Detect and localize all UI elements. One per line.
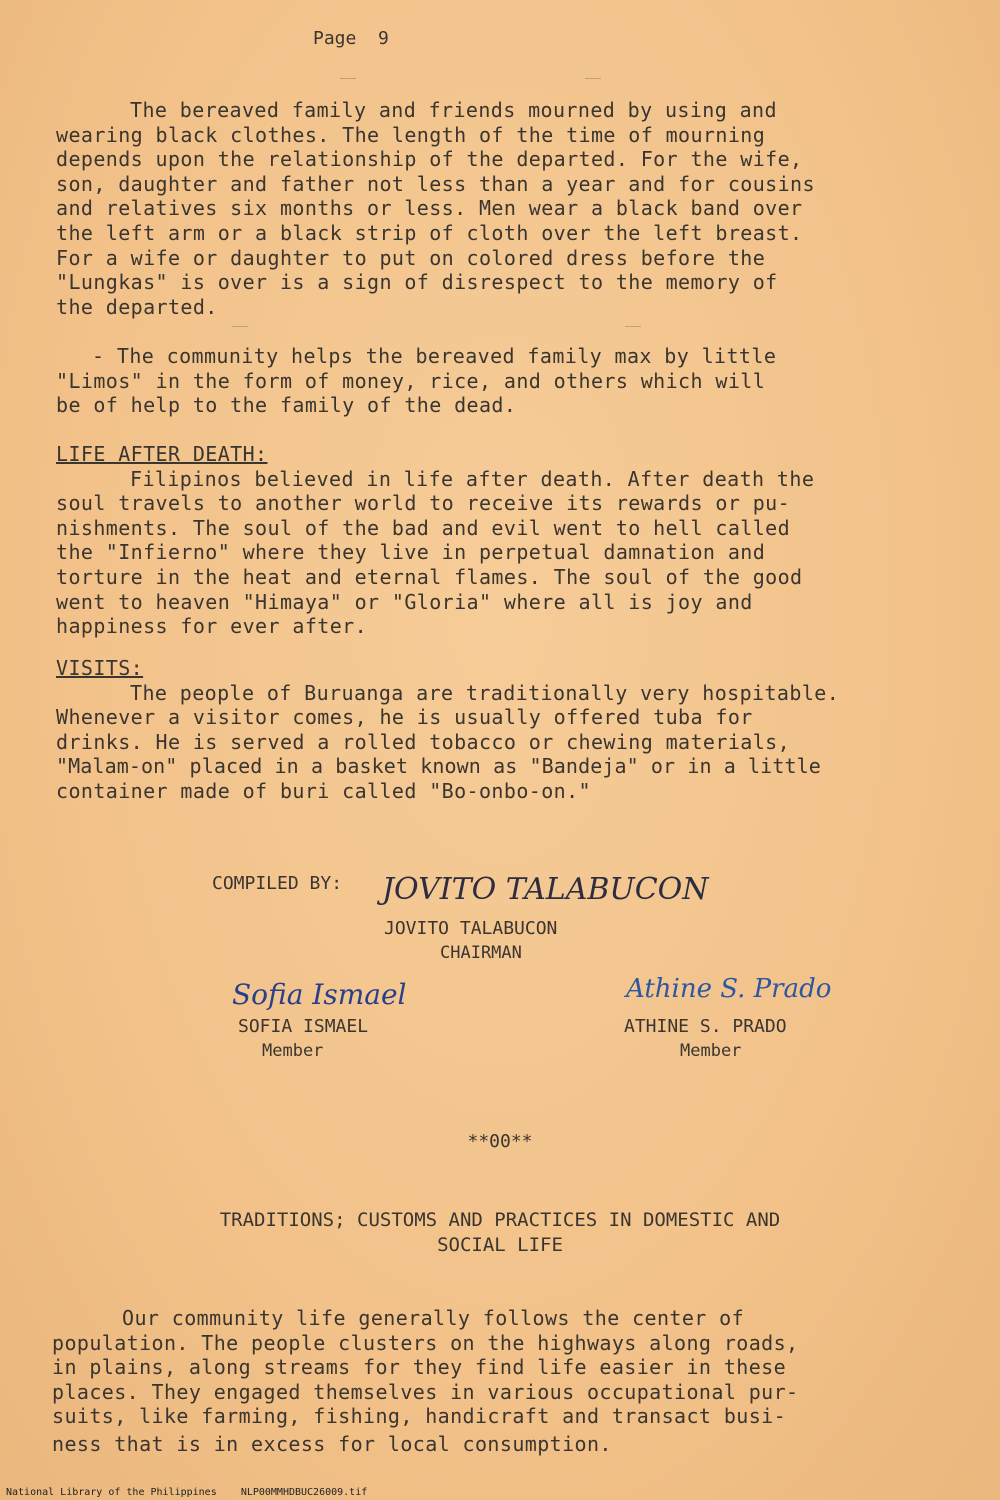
page-number: Page 9 <box>313 28 389 49</box>
text-line: be of help to the family of the dead. <box>56 393 517 418</box>
text-line: population. The people clusters on the highways along roads, <box>52 1330 799 1355</box>
divider <box>232 326 248 327</box>
text-line: in plains, along streams for they find life easier in these <box>52 1355 787 1380</box>
text-line: happiness for ever after. <box>56 614 368 639</box>
text-line: the left arm or a black strip of cloth over the left breast. <box>56 221 803 245</box>
member2-signature: Athine S. Prado <box>626 974 832 1004</box>
text-line: The bereaved family and friends mourned by using and <box>130 98 777 122</box>
text-line: the "Infierno" where they live in perpetual damnation and <box>56 540 766 565</box>
text-line: wearing black clothes. The length of the time of mourning <box>56 122 766 147</box>
text-line: "Limos" in the form of money, rice, and others which will <box>56 368 766 393</box>
text-line: nishments. The soul of the bad and evil went to hell called <box>56 515 791 540</box>
section-heading: LIFE AFTER DEATH: <box>56 442 268 466</box>
text-line: Our community life generally follows the center of <box>122 1306 745 1330</box>
traditions-title-line1: TRADITIONS; CUSTOMS AND PRACTICES IN DOMESTIC AND <box>219 1209 781 1231</box>
text-line: Whenever a visitor comes, he is usually offered tuba for <box>56 705 753 730</box>
member2-role: Member <box>680 1041 742 1061</box>
text-line: ness that is in excess for local consumption. <box>52 1432 612 1456</box>
text-line: son, daughter and father not less than a year and for cousins <box>56 171 815 196</box>
member1-name: SOFIA ISMAEL <box>238 1016 369 1037</box>
text-line: For a wife or daughter to put on colored dress before the <box>56 245 766 270</box>
chairman-role: CHAIRMAN <box>440 943 522 963</box>
compiled-by-label: COMPILED BY: <box>212 873 343 894</box>
divider <box>340 78 356 79</box>
chairman-name: JOVITO TALABUCON <box>384 918 558 939</box>
text-line: places. They engaged themselves in various occupational pur- <box>52 1379 799 1404</box>
member2-name: ATHINE S. PRADO <box>624 1016 787 1037</box>
text-line: drinks. He is served a rolled tobacco or chewing materials, <box>56 729 791 754</box>
divider <box>625 326 641 327</box>
text-line: "Malam-on" placed in a basket known as "Bandeja" or in a little <box>56 754 821 779</box>
divider <box>585 78 601 79</box>
scan-footer <box>6 1487 367 1498</box>
chairman-signature: JOVITO TALABUCON <box>382 872 709 907</box>
text-line: The people of Buruanga are traditionally very hospitable. <box>130 680 840 705</box>
library-name: National Library of the Philippines <box>6 1487 217 1498</box>
section-separator: **00** <box>467 1131 533 1152</box>
member1-signature: Sofia Ismael <box>232 978 407 1011</box>
text-line: torture in the heat and eternal flames. The soul of the good <box>56 565 803 589</box>
text-line: went to heaven "Himaya" or "Gloria" where all is joy and <box>56 589 753 614</box>
text-line: soul travels to another world to receive its rewards or pu- <box>56 491 791 516</box>
text-line: suits, like farming, fishing, handicraft and transact busi- <box>52 1404 787 1429</box>
section-heading: VISITS: <box>56 656 144 680</box>
text-line: - The community helps the bereaved family max by little <box>92 344 777 368</box>
text-line: and relatives six months or less. Men wear a black band over <box>56 196 803 221</box>
text-line: Filipinos believed in life after death. After death the <box>130 466 815 491</box>
text-line: depends upon the relationship of the departed. For the wife, <box>56 147 803 172</box>
text-line: the departed. <box>56 294 218 319</box>
text-line: container made of buri called "Bo-onbo-on." <box>56 779 591 803</box>
member1-role: Member <box>262 1041 324 1061</box>
file-name: NLP00MMHDBUC26009.tif <box>240 1487 368 1498</box>
text-line: "Lungkas" is over is a sign of disrespect to the memory of <box>56 270 778 295</box>
traditions-title-line2: SOCIAL LIFE <box>437 1234 563 1256</box>
